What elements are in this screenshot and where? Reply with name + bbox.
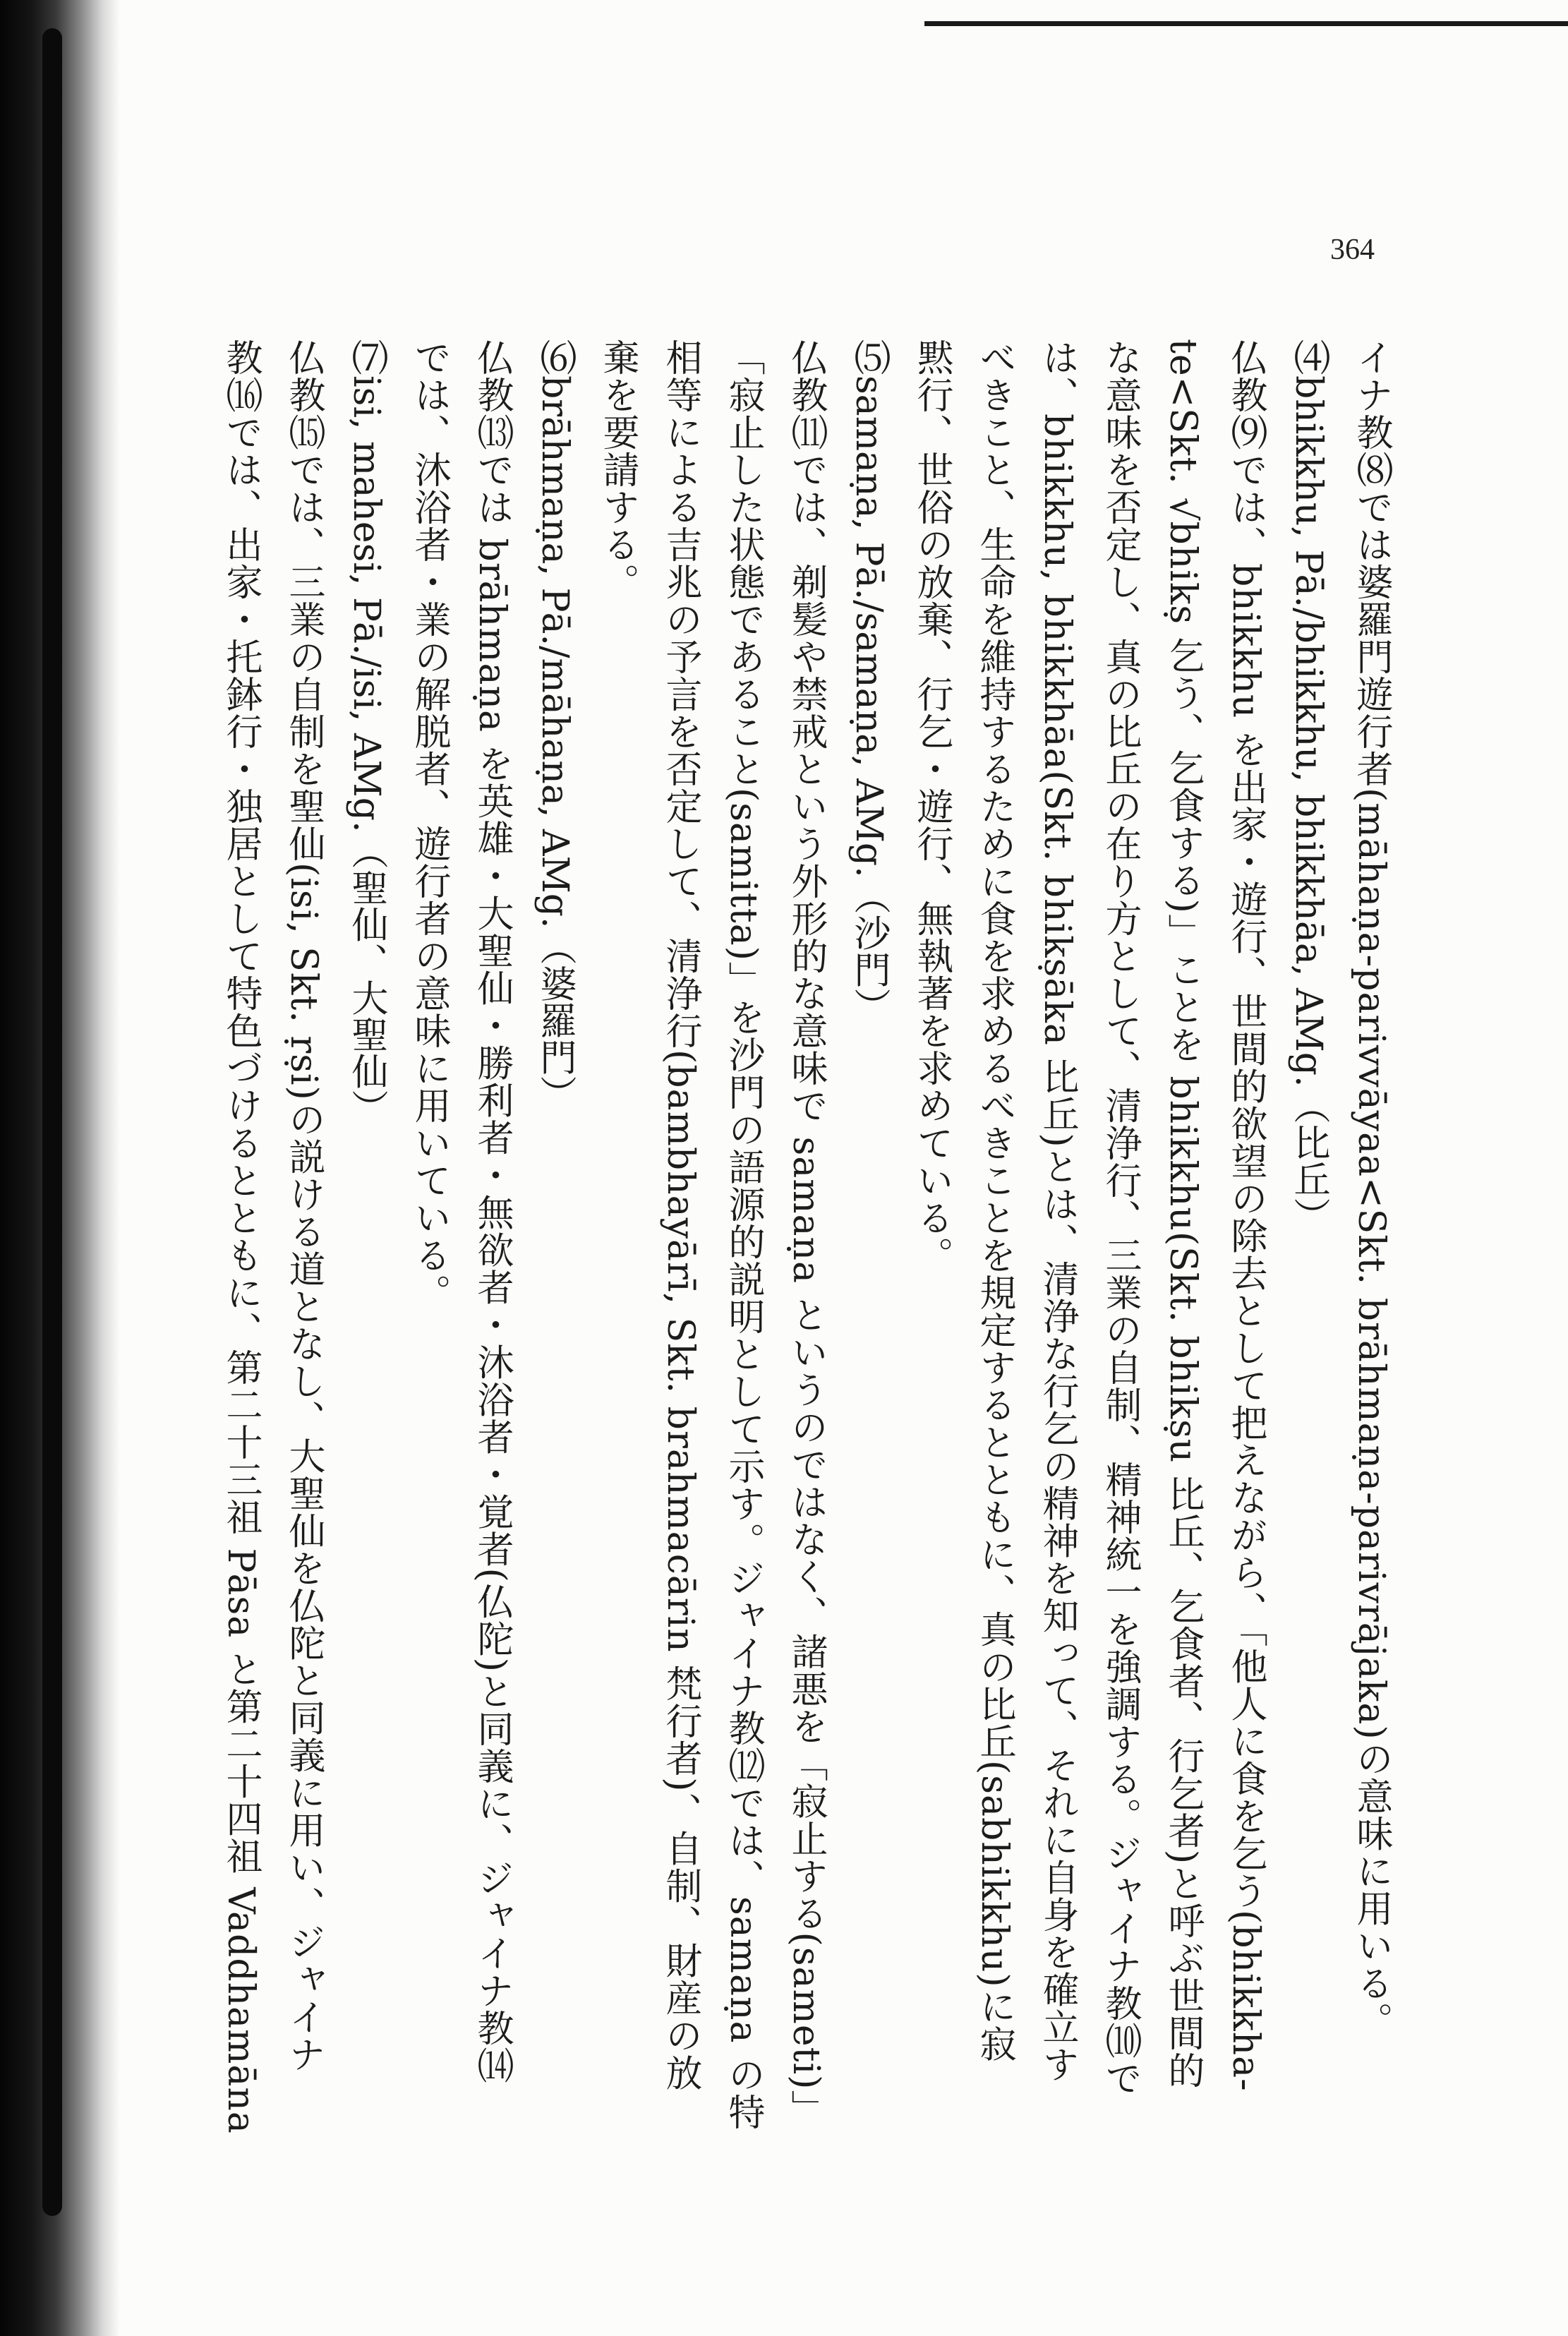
page-number: 364 [1330,234,1375,266]
vertical-text-body [195,339,1402,2145]
text-line: 棄を要請する。 [596,339,639,601]
section-heading-bhikkhu: ⑷bhikkhu, Pā./bhikkhu, bhikkhāa, AMg.（比丘） [1287,339,1329,1234]
section-heading-brahmana: ⑹brāhmaṇa, Pā./māhaṇa, AMg.（婆羅門） [533,339,576,1112]
text-line: な意味を否定し、真の比丘の在り方として、清浄行、三業の自制、精神統一を強調する。ジャイナ教⑽で [1099,339,1141,2097]
text-line: 「寂止した状態であること(samitta)」を沙門の語源的説明として示す。ジャイナ教⑿では、samaṇa の特 [722,339,764,2131]
section-heading-isi: ⑺isi, mahesi, Pā./isi, AMg.（聖仙、大聖仙） [345,339,387,1126]
top-rule [924,21,1568,26]
section-heading-samana: ⑸samaṇa, Pā./samaṇa, AMg.（沙門） [848,339,890,1025]
text-line: 仏教⑾では、剃髪や禁戒という外形的な意味で samaṇa というのではなく、諸悪を「寂止する(sameti)」 [785,339,827,2128]
text-line: 相等による吉兆の予言を否定して、清浄行(bambhayārī, Skt. brahmacārin 梵行者)、自制、財産の放 [659,339,701,2092]
text-line: は、bhikkhu, bhikkhāa(Skt. bhikṣāka 比丘)とは、清浄な行乞の精神を知って、それに自身を確立す [1036,339,1078,2083]
text-line: べきこと、生命を維持するために食を求めるべきことを規定するとともに、真の比丘(sabhikkhu)に寂 [973,339,1015,2063]
text-line: 仏教⒀では brāhmaṇa を英雄・大聖仙・勝利者・無欲者・沐浴者・覚者(仏陀)と同義に、ジャイナ教⒁ [471,339,513,2085]
text-line: 教⒃では、出家・托鉢行・独居として特色づけるとともに、第二十三祖 Pāsa と第二十四祖 Vaddhamāna [219,339,262,2134]
text-line: では、沐浴者・業の解脱者、遊行者の意味に用いている。 [408,339,450,1311]
text-line: te<Skt. √bhikṣ 乞う、乞食する)」ことを bhikkhu(Skt. bhikṣu 比丘、乞食者、行乞者)と呼ぶ世間的 [1162,339,1204,2090]
binding-edge [42,28,62,2216]
text-line: 黙行、世俗の放棄、行乞・遊行、無執著を求めている。 [910,339,953,1274]
text-line: 仏教⒂では、三業の自制を聖仙(isi, Skt. ṛṣi)の説ける道となし、大聖仙を仏陀と同義に用い、ジャイナ [282,339,325,2073]
text-line: イナ教⑻では婆羅門遊行者(māhaṇa-parivvāyaa<Skt. brāhmaṇa-parivrājaka)の意味に用いる。 [1350,339,1392,2040]
text-line: 仏教⑼では、bhikkhu を出家・遊行、世間的欲望の除去として把えながら、「他人に食を乞う(bhikkha- [1224,339,1267,2092]
